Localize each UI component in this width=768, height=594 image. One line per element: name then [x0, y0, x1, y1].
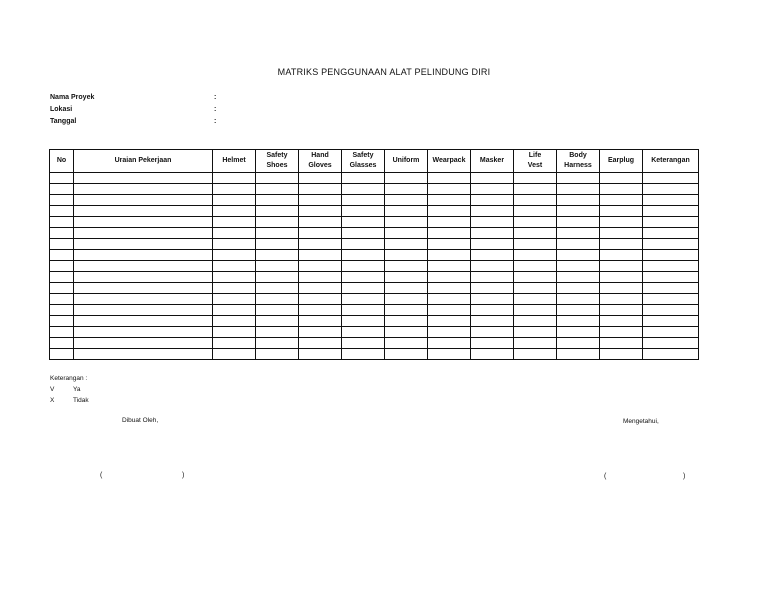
table-cell[interactable] [385, 239, 428, 250]
table-cell[interactable] [74, 349, 213, 360]
table-cell[interactable] [74, 316, 213, 327]
table-cell[interactable] [213, 338, 256, 349]
table-cell[interactable] [600, 217, 643, 228]
column-header-line: Gloves [308, 162, 332, 169]
table-cell[interactable] [557, 272, 600, 283]
table-cell[interactable] [299, 283, 342, 294]
table-row [50, 316, 699, 327]
table-cell[interactable] [471, 316, 514, 327]
table-row [50, 283, 699, 294]
table-cell[interactable] [342, 294, 385, 305]
table-cell[interactable] [471, 283, 514, 294]
column-header-line: Safety [352, 152, 374, 159]
table-cell[interactable] [299, 217, 342, 228]
table-cell[interactable] [50, 349, 74, 360]
table-cell[interactable] [428, 228, 471, 239]
table-cell[interactable] [385, 195, 428, 206]
table-cell[interactable] [385, 217, 428, 228]
table-cell[interactable] [342, 338, 385, 349]
table-cell[interactable] [74, 305, 213, 316]
legend-meaning: Tidak [73, 397, 89, 404]
table-cell[interactable] [514, 250, 557, 261]
table-cell[interactable] [256, 250, 299, 261]
table-cell[interactable] [557, 283, 600, 294]
table-row [50, 294, 699, 305]
table-cell[interactable] [428, 206, 471, 217]
table-cell[interactable] [213, 173, 256, 184]
column-header [643, 150, 699, 173]
table-cell[interactable] [342, 327, 385, 338]
table-cell[interactable] [213, 250, 256, 261]
table-cell[interactable] [342, 173, 385, 184]
table-cell[interactable] [600, 173, 643, 184]
table-cell[interactable] [471, 239, 514, 250]
table-cell[interactable] [342, 239, 385, 250]
table-cell[interactable] [342, 305, 385, 316]
table-cell[interactable] [514, 195, 557, 206]
table-cell[interactable] [299, 272, 342, 283]
table-cell[interactable] [643, 294, 699, 305]
table-cell[interactable] [256, 283, 299, 294]
table-cell[interactable] [600, 184, 643, 195]
table-cell[interactable] [50, 250, 74, 261]
table-cell[interactable] [428, 283, 471, 294]
table-cell[interactable] [342, 195, 385, 206]
table-cell[interactable] [385, 327, 428, 338]
table-row [50, 261, 699, 272]
table-cell[interactable] [471, 228, 514, 239]
table-cell[interactable] [74, 338, 213, 349]
column-header-line: Earplug [607, 157, 635, 164]
table-cell[interactable] [213, 316, 256, 327]
table-cell[interactable] [643, 195, 699, 206]
table-cell[interactable] [256, 327, 299, 338]
table-cell[interactable] [50, 195, 74, 206]
table-cell[interactable] [299, 338, 342, 349]
table-cell[interactable] [299, 316, 342, 327]
column-header-line: Glasses [349, 162, 377, 169]
table-cell[interactable] [428, 316, 471, 327]
table-cell[interactable] [50, 272, 74, 283]
table-cell[interactable] [600, 261, 643, 272]
table-row [50, 239, 699, 250]
table-cell[interactable] [514, 338, 557, 349]
table-cell[interactable] [471, 195, 514, 206]
column-header-line: Hand [311, 152, 329, 159]
table-cell[interactable] [213, 294, 256, 305]
table-cell[interactable] [643, 261, 699, 272]
table-cell[interactable] [385, 349, 428, 360]
table-cell[interactable] [342, 261, 385, 272]
table-cell[interactable] [74, 294, 213, 305]
table-row [50, 206, 699, 217]
table-cell[interactable] [213, 184, 256, 195]
left-signature-close-paren: ) [182, 472, 185, 479]
table-cell[interactable] [557, 228, 600, 239]
table-cell[interactable] [643, 173, 699, 184]
table-cell[interactable] [342, 206, 385, 217]
table-cell[interactable] [514, 349, 557, 360]
column-header [385, 150, 428, 173]
table-body [50, 173, 699, 360]
table-cell[interactable] [428, 349, 471, 360]
table-cell[interactable] [342, 250, 385, 261]
table-cell[interactable] [514, 184, 557, 195]
table-row [50, 184, 699, 195]
left-signature-open-paren: ( [100, 472, 103, 479]
table-cell[interactable] [600, 283, 643, 294]
table-cell[interactable] [643, 283, 699, 294]
table-cell[interactable] [74, 184, 213, 195]
table-cell[interactable] [557, 261, 600, 272]
table-row [50, 228, 699, 239]
table-cell[interactable] [471, 327, 514, 338]
table-cell[interactable] [643, 184, 699, 195]
table-cell[interactable] [256, 217, 299, 228]
table-cell[interactable] [643, 206, 699, 217]
table-cell[interactable] [428, 338, 471, 349]
table-cell[interactable] [256, 316, 299, 327]
table-cell[interactable] [256, 305, 299, 316]
table-cell[interactable] [385, 206, 428, 217]
table-cell[interactable] [514, 217, 557, 228]
acknowledged-by-label: Mengetahui, [623, 418, 659, 425]
table-cell[interactable] [50, 316, 74, 327]
table-cell[interactable] [74, 327, 213, 338]
table-cell[interactable] [342, 228, 385, 239]
table-cell[interactable] [50, 184, 74, 195]
table-cell[interactable] [428, 195, 471, 206]
table-cell[interactable] [299, 261, 342, 272]
table-cell[interactable] [74, 239, 213, 250]
table-cell[interactable] [385, 184, 428, 195]
table-cell[interactable] [643, 228, 699, 239]
table-cell[interactable] [557, 173, 600, 184]
made-by-label: Dibuat Oleh, [122, 417, 159, 424]
table-cell[interactable] [557, 206, 600, 217]
table-cell[interactable] [643, 239, 699, 250]
table-cell[interactable] [600, 272, 643, 283]
table-cell[interactable] [342, 184, 385, 195]
table-cell[interactable] [557, 327, 600, 338]
ppe-matrix-table [49, 149, 699, 360]
table-cell[interactable] [213, 206, 256, 217]
table-row [50, 250, 699, 261]
table-cell[interactable] [74, 173, 213, 184]
meta-label: Nama Proyek [50, 94, 95, 101]
table-cell[interactable] [299, 294, 342, 305]
table-cell[interactable] [600, 327, 643, 338]
table-cell[interactable] [256, 272, 299, 283]
table-cell[interactable] [299, 195, 342, 206]
document-title: MATRIKS PENGGUNAAN ALAT PELINDUNG DIRI [277, 67, 491, 77]
table-cell[interactable] [600, 349, 643, 360]
meta-label: Tanggal [50, 118, 77, 125]
column-header-line: Uniform [392, 157, 420, 164]
table-cell[interactable] [299, 206, 342, 217]
column-header [342, 150, 385, 173]
column-header-line: Body [569, 152, 587, 159]
table-cell[interactable] [428, 261, 471, 272]
table-cell[interactable] [471, 294, 514, 305]
table-cell[interactable] [256, 173, 299, 184]
table-cell[interactable] [557, 349, 600, 360]
table-cell[interactable] [514, 173, 557, 184]
legend-item-yes [50, 384, 89, 395]
legend-item-no [50, 395, 89, 406]
table-cell[interactable] [471, 173, 514, 184]
table-row [50, 195, 699, 206]
meta-colon: : [214, 118, 217, 125]
table-cell[interactable] [600, 338, 643, 349]
table-cell[interactable] [50, 327, 74, 338]
table-cell[interactable] [256, 239, 299, 250]
column-header [471, 150, 514, 173]
table-cell[interactable] [600, 316, 643, 327]
table-row [50, 305, 699, 316]
table-cell[interactable] [385, 261, 428, 272]
table-cell[interactable] [600, 239, 643, 250]
table-cell[interactable] [557, 305, 600, 316]
legend-meaning: Ya [73, 386, 81, 393]
table-cell[interactable] [342, 349, 385, 360]
table-cell[interactable] [428, 184, 471, 195]
table-cell[interactable] [428, 305, 471, 316]
table-cell[interactable] [428, 239, 471, 250]
table-cell[interactable] [643, 316, 699, 327]
table-cell[interactable] [643, 349, 699, 360]
table-cell[interactable] [557, 239, 600, 250]
table-cell[interactable] [514, 228, 557, 239]
table-cell[interactable] [428, 272, 471, 283]
table-cell[interactable] [256, 338, 299, 349]
meta-row-project [50, 92, 224, 104]
table-cell[interactable] [385, 338, 428, 349]
table-cell[interactable] [342, 217, 385, 228]
column-header-line: Safety [266, 152, 288, 159]
table-cell[interactable] [50, 283, 74, 294]
column-header-line: Harness [564, 162, 592, 169]
table-cell[interactable] [471, 305, 514, 316]
table-cell[interactable] [385, 173, 428, 184]
table-cell[interactable] [299, 184, 342, 195]
column-header [256, 150, 299, 173]
table-cell[interactable] [342, 272, 385, 283]
legend-title: Keterangan : [50, 375, 88, 382]
table-cell[interactable] [600, 195, 643, 206]
table-cell[interactable] [50, 338, 74, 349]
table-cell[interactable] [256, 349, 299, 360]
table-cell[interactable] [213, 217, 256, 228]
table-cell[interactable] [428, 294, 471, 305]
table-cell[interactable] [50, 217, 74, 228]
column-header-line: Shoes [266, 162, 288, 169]
table-cell[interactable] [600, 228, 643, 239]
table-cell[interactable] [643, 305, 699, 316]
table-cell[interactable] [74, 228, 213, 239]
column-header [213, 150, 256, 173]
table-cell[interactable] [385, 272, 428, 283]
table-row [50, 173, 699, 184]
table-row [50, 217, 699, 228]
table-cell[interactable] [213, 349, 256, 360]
column-header-line: No [56, 157, 67, 164]
meta-colon: : [214, 106, 217, 113]
table-cell[interactable] [385, 228, 428, 239]
table-cell[interactable] [50, 173, 74, 184]
table-cell[interactable] [256, 184, 299, 195]
meta-label: Lokasi [50, 106, 73, 113]
table-cell[interactable] [428, 327, 471, 338]
table-cell[interactable] [471, 250, 514, 261]
legend-symbol: X [50, 397, 55, 404]
table-cell[interactable] [600, 250, 643, 261]
right-signature-close-paren: ) [683, 473, 686, 480]
table-cell[interactable] [74, 283, 213, 294]
meta-row-date [50, 116, 224, 128]
table-cell[interactable] [213, 272, 256, 283]
table-cell[interactable] [299, 239, 342, 250]
column-header [50, 150, 74, 173]
table-cell[interactable] [514, 239, 557, 250]
table-cell[interactable] [385, 294, 428, 305]
table-cell[interactable] [557, 195, 600, 206]
column-header-line: Helmet [222, 157, 246, 164]
table-cell[interactable] [256, 261, 299, 272]
table-cell[interactable] [600, 206, 643, 217]
table-cell[interactable] [50, 305, 74, 316]
table-header-row [50, 150, 699, 173]
table-row [50, 272, 699, 283]
table-cell[interactable] [74, 272, 213, 283]
table-cell[interactable] [600, 305, 643, 316]
table-cell[interactable] [557, 250, 600, 261]
table-cell[interactable] [514, 272, 557, 283]
column-header-line: Life [528, 152, 542, 159]
meta-colon: : [214, 94, 217, 101]
column-header [600, 150, 643, 173]
table-cell[interactable] [299, 250, 342, 261]
table-cell[interactable] [299, 305, 342, 316]
table-cell[interactable] [557, 316, 600, 327]
table-cell[interactable] [600, 294, 643, 305]
table-cell[interactable] [557, 338, 600, 349]
table-cell[interactable] [643, 338, 699, 349]
table-cell[interactable] [514, 294, 557, 305]
column-header [514, 150, 557, 173]
table-cell[interactable] [385, 283, 428, 294]
table-cell[interactable] [643, 217, 699, 228]
table-cell[interactable] [514, 316, 557, 327]
table-cell[interactable] [256, 195, 299, 206]
table-cell[interactable] [213, 283, 256, 294]
column-header-line: Uraian Pekerjaan [114, 157, 172, 164]
table-cell[interactable] [514, 206, 557, 217]
table-cell[interactable] [643, 272, 699, 283]
table-cell[interactable] [256, 228, 299, 239]
table-cell[interactable] [514, 261, 557, 272]
table-cell[interactable] [50, 206, 74, 217]
table-cell[interactable] [256, 294, 299, 305]
table-cell[interactable] [514, 283, 557, 294]
column-header-line: Vest [527, 162, 543, 169]
table-cell[interactable] [471, 272, 514, 283]
table-cell[interactable] [74, 261, 213, 272]
table-cell[interactable] [342, 283, 385, 294]
project-info [50, 92, 224, 128]
table-cell[interactable] [385, 316, 428, 327]
table-cell[interactable] [50, 294, 74, 305]
table-row [50, 338, 699, 349]
table-cell[interactable] [213, 195, 256, 206]
table-cell[interactable] [213, 228, 256, 239]
legend-symbol: V [50, 386, 55, 393]
table-cell[interactable] [471, 261, 514, 272]
table-cell[interactable] [428, 250, 471, 261]
meta-row-location [50, 104, 224, 116]
column-header [299, 150, 342, 173]
table-cell[interactable] [213, 305, 256, 316]
table-cell[interactable] [213, 261, 256, 272]
table-cell[interactable] [428, 173, 471, 184]
table-cell[interactable] [557, 294, 600, 305]
table-cell[interactable] [50, 239, 74, 250]
table-cell[interactable] [299, 228, 342, 239]
legend [50, 373, 89, 406]
table-row [50, 327, 699, 338]
table-cell[interactable] [514, 327, 557, 338]
table-cell[interactable] [514, 305, 557, 316]
table-cell[interactable] [471, 206, 514, 217]
table-cell[interactable] [557, 184, 600, 195]
table-cell[interactable] [213, 239, 256, 250]
right-signature-open-paren: ( [604, 473, 607, 480]
table-cell[interactable] [74, 195, 213, 206]
table-cell[interactable] [643, 327, 699, 338]
table-cell[interactable] [256, 206, 299, 217]
table-cell[interactable] [74, 206, 213, 217]
column-header-line: Masker [479, 157, 505, 164]
table-cell[interactable] [471, 184, 514, 195]
table-cell[interactable] [471, 338, 514, 349]
table-cell[interactable] [299, 173, 342, 184]
table-row [50, 349, 699, 360]
column-header [428, 150, 471, 173]
table-cell[interactable] [471, 349, 514, 360]
column-header-line: Keterangan [651, 157, 690, 164]
column-header [74, 150, 213, 173]
table-cell[interactable] [428, 217, 471, 228]
table-cell[interactable] [557, 217, 600, 228]
table-cell[interactable] [385, 305, 428, 316]
table-cell[interactable] [74, 217, 213, 228]
table-cell[interactable] [50, 228, 74, 239]
table-cell[interactable] [299, 327, 342, 338]
table-cell[interactable] [74, 250, 213, 261]
table-cell[interactable] [471, 217, 514, 228]
table-cell[interactable] [385, 250, 428, 261]
table-cell[interactable] [50, 261, 74, 272]
column-header [557, 150, 600, 173]
table-cell[interactable] [299, 349, 342, 360]
table-cell[interactable] [342, 316, 385, 327]
table-cell[interactable] [643, 250, 699, 261]
column-header-line: Wearpack [432, 157, 466, 164]
table-cell[interactable] [213, 327, 256, 338]
